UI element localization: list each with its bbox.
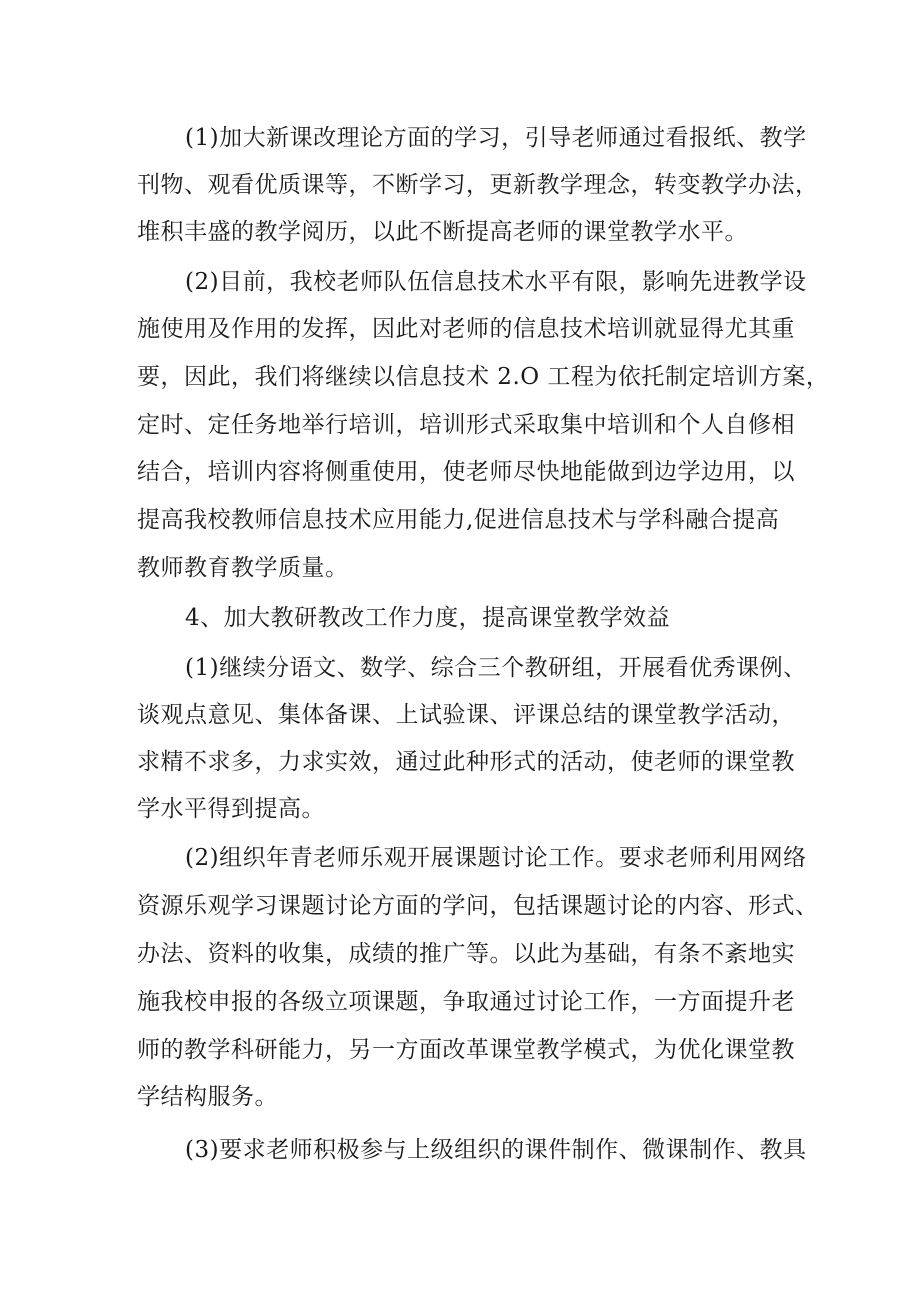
paragraph-line: 刊物、观看优质课等，不断学习，更新教学理念，转变教学办法， bbox=[137, 172, 819, 198]
section-heading: 4、加大教研教改工作力度，提高课堂教学效益 bbox=[185, 605, 671, 631]
paragraph-line: 学结构服务。 bbox=[137, 1084, 278, 1110]
paragraph-line: 提高我校教师信息技术应用能力,促进信息技术与学科融合提高 bbox=[137, 507, 780, 533]
paragraph-line: (3)要求老师积极参与上级组织的课件制作、微课制作、教具 bbox=[185, 1137, 807, 1163]
paragraph-line: 师的教学科研能力，另一方面改革课堂教学模式，为优化课堂教 bbox=[137, 1037, 795, 1063]
paragraph-line: 施我校申报的各级立项课题，争取通过讨论工作，一方面提升老 bbox=[137, 989, 795, 1015]
paragraph-line: 办法、资料的收集，成绩的推广等。以此为基础，有条不紊地实 bbox=[137, 941, 795, 967]
paragraph-line: 定时、定任务地举行培训，培训形式采取集中培训和个人自修相 bbox=[137, 412, 795, 438]
paragraph-line: (2)组织年青老师乐观开展课题讨论工作。要求老师利用网络 bbox=[185, 845, 807, 871]
paragraph-line: 求精不求多，力求实效，通过此种形式的活动，使老师的课堂教 bbox=[137, 749, 795, 775]
paragraph-line: 要，因此，我们将继续以信息技术 2.O 工程为依托制定培训方案， bbox=[137, 364, 830, 390]
paragraph-line: 教师教育教学质量。 bbox=[137, 555, 349, 581]
paragraph-line: 谈观点意见、集体备课、上试验课、评课总结的课堂教学活动， bbox=[137, 702, 795, 728]
paragraph-line: 资源乐观学习课题讨论方面的学问，包括课题讨论的内容、形式、 bbox=[137, 893, 819, 919]
paragraph-line: (2)目前，我校老师队伍信息技术水平有限，影响先进教学设 bbox=[185, 269, 807, 295]
paragraph-line: 堆积丰盛的教学阅历，以此不断提高老师的课堂教学水平。 bbox=[137, 219, 748, 245]
paragraph-line: 施使用及作用的发挥，因此对老师的信息技术培训就显得尤其重 bbox=[137, 316, 795, 342]
paragraph-line: (1)加大新课改理论方面的学习，引导老师通过看报纸、教学 bbox=[185, 125, 807, 151]
paragraph-line: 结合，培训内容将侧重使用，使老师尽快地能做到边学边用，以 bbox=[137, 459, 795, 485]
paragraph-line: (1)继续分语文、数学、综合三个教研组，开展看优秀课例、 bbox=[185, 655, 807, 681]
paragraph-line: 学水平得到提高。 bbox=[137, 796, 325, 822]
